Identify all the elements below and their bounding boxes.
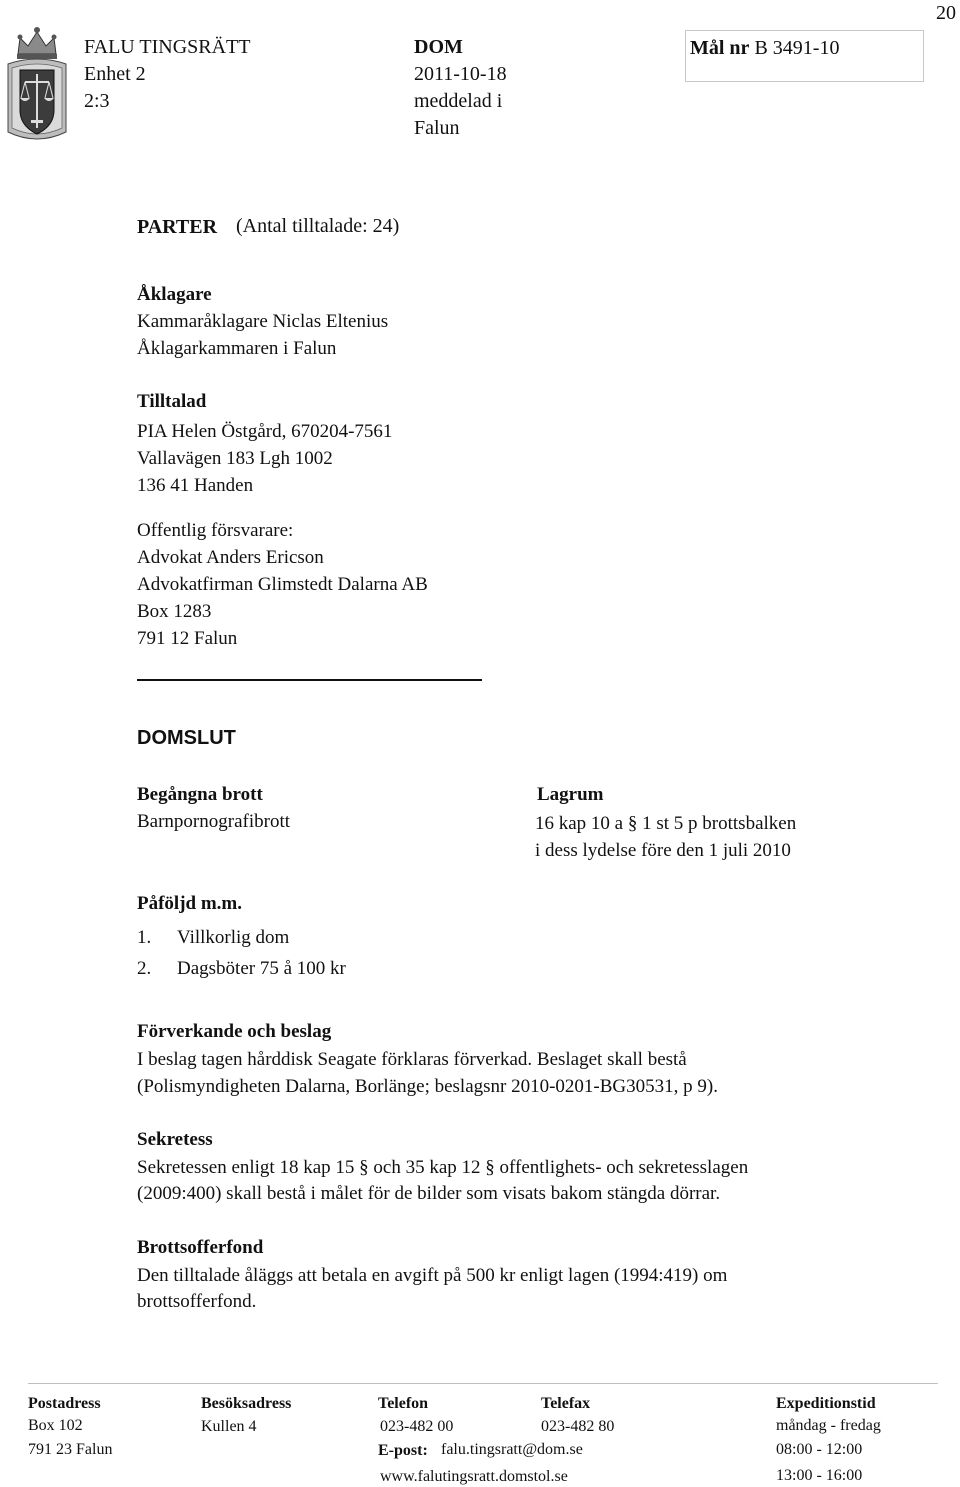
secrecy-line: Sekretessen enligt 18 kap 15 § och 35 kap 12 § offentlighets- och sekretesslagen	[137, 1157, 749, 1178]
footer-email[interactable]: falu.tingsratt@dom.se	[441, 1441, 583, 1458]
crime-text: Barnpornografibrott	[137, 811, 291, 832]
forfeit-line: (Polismyndigheten Dalarna, Borlänge; beslagsnr 2010-0201-BG30531, p 9).	[137, 1076, 718, 1097]
footer-visit-label: Besöksadress	[201, 1395, 292, 1412]
footer-visit-line: Kullen 4	[201, 1418, 257, 1435]
footer-postal-line: 791 23 Falun	[28, 1441, 113, 1458]
court-unit-sub: 2:3	[84, 90, 110, 112]
sanction-number: 1.	[137, 927, 152, 948]
court-emblem-icon	[4, 24, 70, 146]
fund-line: Den tilltalade åläggs att betala en avgift på 500 kr enligt lagen (1994:419) om	[137, 1265, 728, 1286]
defendant-line: 136 41 Handen	[137, 475, 254, 496]
document-type: DOM	[414, 36, 463, 58]
footer-hours-label: Expeditionstid	[776, 1395, 876, 1412]
footer-divider	[28, 1383, 938, 1384]
defender-line: Advokat Anders Ericson	[137, 547, 324, 568]
prosecutor-line: Åklagarkammaren i Falun	[137, 338, 337, 359]
delivered-place: Falun	[414, 117, 460, 139]
footer-postal-line: Box 102	[28, 1417, 83, 1434]
fund-heading: Brottsofferfond	[137, 1237, 264, 1258]
document-date: 2011-10-18	[414, 63, 507, 85]
defendant-line: PIA Helen Östgård, 670204-7561	[137, 421, 393, 442]
fund-line: brottsofferfond.	[137, 1291, 257, 1312]
case-number	[690, 35, 839, 62]
prosecutor-line: Kammaråklagare Niclas Eltenius	[137, 311, 389, 332]
sanction-item	[137, 924, 290, 951]
forfeit-line: I beslag tagen hårddisk Seagate förklaras förverkad. Beslaget skall bestå	[137, 1049, 687, 1070]
defender-line: 791 12 Falun	[137, 628, 238, 649]
secrecy-line: (2009:400) skall bestå i målet för de bilder som visats bakom stängda dörrar.	[137, 1183, 721, 1204]
sanction-number: 2.	[137, 958, 152, 979]
prosecutor-heading: Åklagare	[137, 284, 212, 305]
defender-line: Offentlig försvarare:	[137, 520, 294, 541]
footer-hours-days: måndag - fredag	[776, 1417, 881, 1434]
footer-phone-label: Telefon	[378, 1395, 429, 1412]
delivered-label: meddelad i	[414, 90, 503, 112]
verdict-heading: DOMSLUT	[137, 727, 236, 749]
footer-phone: 023-482 00	[380, 1418, 454, 1435]
defender-line: Advokatfirman Glimstedt Dalarna AB	[137, 574, 428, 595]
sanction-heading: Påföljd m.m.	[137, 893, 243, 914]
case-number-value: B 3491-10	[754, 37, 840, 59]
case-label: Mål nr	[690, 37, 750, 59]
defender-line: Box 1283	[137, 601, 212, 622]
section-divider	[137, 679, 482, 681]
law-heading: Lagrum	[537, 784, 604, 805]
defendant-line: Vallavägen 183 Lgh 1002	[137, 448, 333, 469]
law-line: i dess lydelse före den 1 juli 2010	[535, 840, 791, 861]
crimes-heading: Begångna brott	[137, 784, 263, 805]
forfeit-heading: Förverkande och beslag	[137, 1021, 332, 1042]
parties-count: (Antal tilltalade: 24)	[236, 215, 400, 237]
footer-website[interactable]: www.falutingsratt.domstol.se	[380, 1468, 568, 1485]
sanction-text: Villkorlig dom	[177, 927, 290, 948]
court-unit: Enhet 2	[84, 63, 146, 85]
footer-postal-label: Postadress	[28, 1395, 101, 1412]
footer-hours-am: 08:00 - 12:00	[776, 1441, 863, 1458]
footer-hours-pm: 13:00 - 16:00	[776, 1467, 863, 1484]
page-number: 20	[936, 2, 956, 24]
secrecy-heading: Sekretess	[137, 1129, 213, 1150]
law-line: 16 kap 10 a § 1 st 5 p brottsbalken	[535, 813, 797, 834]
sanction-item	[137, 955, 346, 982]
defendant-heading: Tilltalad	[137, 391, 207, 412]
court-name: FALU TINGSRÄTT	[84, 36, 251, 58]
sanction-text: Dagsböter 75 å 100 kr	[177, 958, 346, 979]
footer-fax-label: Telefax	[541, 1395, 591, 1412]
footer-email-label: E-post:	[378, 1442, 428, 1459]
footer-fax: 023-482 80	[541, 1418, 615, 1435]
parties-heading: PARTER	[137, 216, 218, 238]
